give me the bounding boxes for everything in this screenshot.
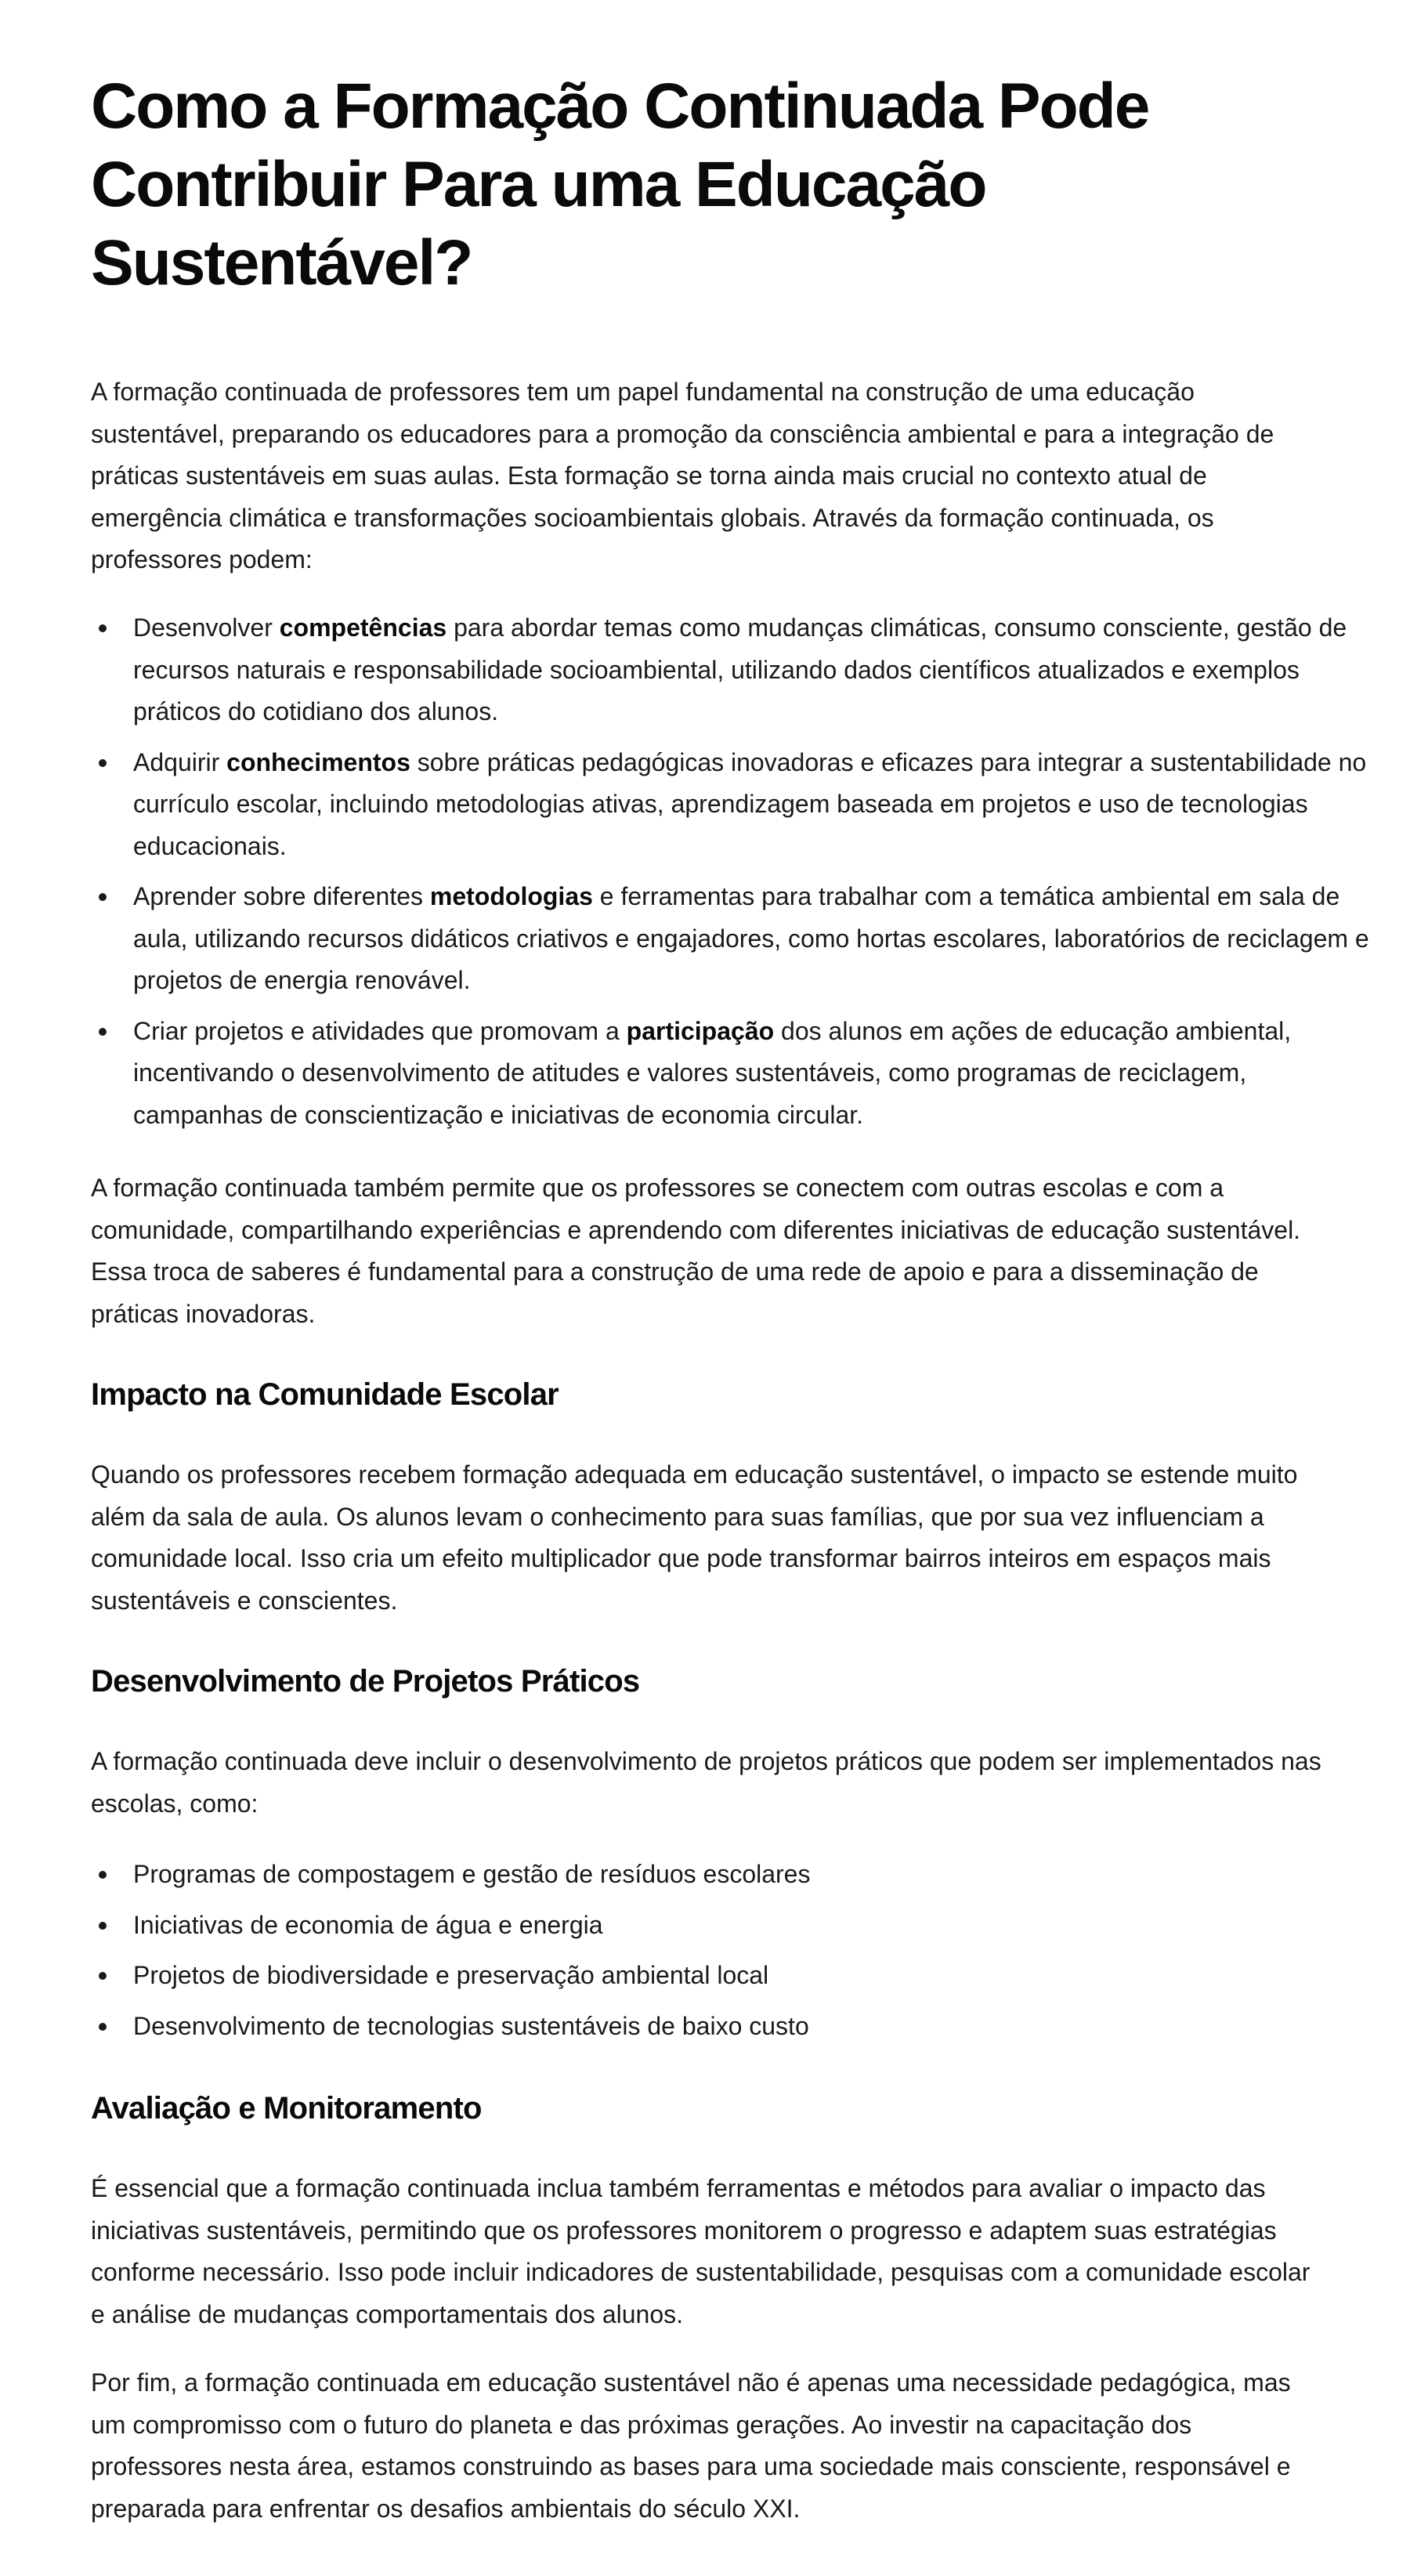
- item-text: e ferramentas para trabalhar com a temática ambiental em sala de aula, utilizando recursos didáticos criativos e engajadores, como hortas escolares, laboratórios de reciclagem e projetos de energia renovável.: [133, 882, 1369, 994]
- list-item: [133, 742, 1371, 868]
- item-text: Desenvolver: [133, 613, 280, 642]
- item-text: para abordar temas como mudanças climáticas, consumo consciente, gestão de recursos naturais e responsabilidade socioambiental, utilizando dados científicos atualizados e exemplos práticos do cotidiano dos alunos.: [133, 613, 1347, 725]
- projects-paragraph: A formação continuada deve incluir o desenvolvimento de projetos práticos que podem ser implementados nas escolas, como:: [91, 1747, 1321, 1818]
- page-title: Como a Formação Continuada Pode Contribuir Para uma Educação Sustentável?: [91, 71, 1149, 298]
- item-text: sobre práticas pedagógicas inovadoras e eficazes para integrar a sustentabilidade no currículo escolar, incluindo metodologias ativas, aprendizagem baseada em projetos e uso de tecnologias educacionais.: [133, 747, 1367, 860]
- list-item: Programas de compostagem e gestão de resíduos escolares: [133, 1854, 1371, 1896]
- heading-impact: Impacto na Comunidade Escolar: [91, 1377, 559, 1412]
- heading-evaluation: Avaliação e Monitoramento: [91, 2091, 482, 2126]
- heading-projects: Desenvolvimento de Projetos Práticos: [91, 1664, 640, 1699]
- item-keyword: conhecimentos: [226, 747, 410, 776]
- item-text: Criar projetos e atividades que promovam a: [133, 1016, 627, 1045]
- list-item: [133, 876, 1371, 1002]
- item-keyword: competências: [279, 613, 447, 642]
- benefits-list: [91, 607, 1371, 1145]
- intro-paragraph: A formação continuada de professores tem um papel fundamental na construção de uma educação sustentável, preparando os educadores para a promoção da consciência ambiental e para a integração de práticas sustentáveis em suas aulas. Esta formação se torna ainda mais crucial no contexto atual de emergência climática e transformações socioambientais globais. Através da formação continuada, os professores podem:: [91, 378, 1274, 573]
- conclusion-paragraph: Por fim, a formação continuada em educação sustentável não é apenas uma necessidade pedagógica, mas um compromisso com o futuro do planeta e das próximas gerações. Ao investir na capacitação dos professores nesta área, estamos construindo as bases para uma sociedade mais consciente, responsável e preparada para enfrentar os desafios ambientais do século XXI.: [91, 2368, 1291, 2523]
- network-paragraph: A formação continuada também permite que os professores se conectem com outras escolas e com a comunidade, compartilhando experiências e aprendendo com diferentes iniciativas de educação sustentável. Essa troca de saberes é fundamental para a construção de uma rede de apoio e para a disseminação de práticas inovadoras.: [91, 1174, 1301, 1328]
- item-text: Aprender sobre diferentes: [133, 882, 430, 910]
- list-item: Iniciativas de economia de água e energia: [133, 1905, 1371, 1947]
- evaluation-paragraph: É essencial que a formação continuada inclua também ferramentas e métodos para avaliar o impacto das iniciativas sustentáveis, permitindo que os professores monitorem o progresso e adaptem suas estratégias conforme necessário. Isso pode incluir indicadores de sustentabilidade, pesquisas com a comunidade escolar e análise de mudanças comportamentais dos alunos.: [91, 2174, 1311, 2328]
- list-item: Projetos de biodiversidade e preservação ambiental local: [133, 1955, 1371, 1997]
- projects-list: [91, 1854, 1371, 2056]
- item-text: dos alunos em ações de educação ambiental, incentivando o desenvolvimento de atitudes e valores sustentáveis, como programas de reciclagem, campanhas de conscientização e iniciativas de economia circular.: [133, 1016, 1292, 1129]
- list-item: Desenvolvimento de tecnologias sustentáveis de baixo custo: [133, 2006, 1371, 2048]
- list-item: [133, 1011, 1371, 1137]
- list-item: [133, 607, 1371, 733]
- item-keyword: metodologias: [429, 882, 593, 910]
- item-text: Adquirir: [133, 747, 227, 776]
- item-keyword: participação: [626, 1016, 775, 1045]
- impact-paragraph: Quando os professores recebem formação adequada em educação sustentável, o impacto se estende muito além da sala de aula. Os alunos levam o conhecimento para suas famílias, que por sua vez influenciam a comunidade local. Isso cria um efeito multiplicador que pode transformar bairros inteiros em espaços mais sustentáveis e conscientes.: [91, 1460, 1298, 1615]
